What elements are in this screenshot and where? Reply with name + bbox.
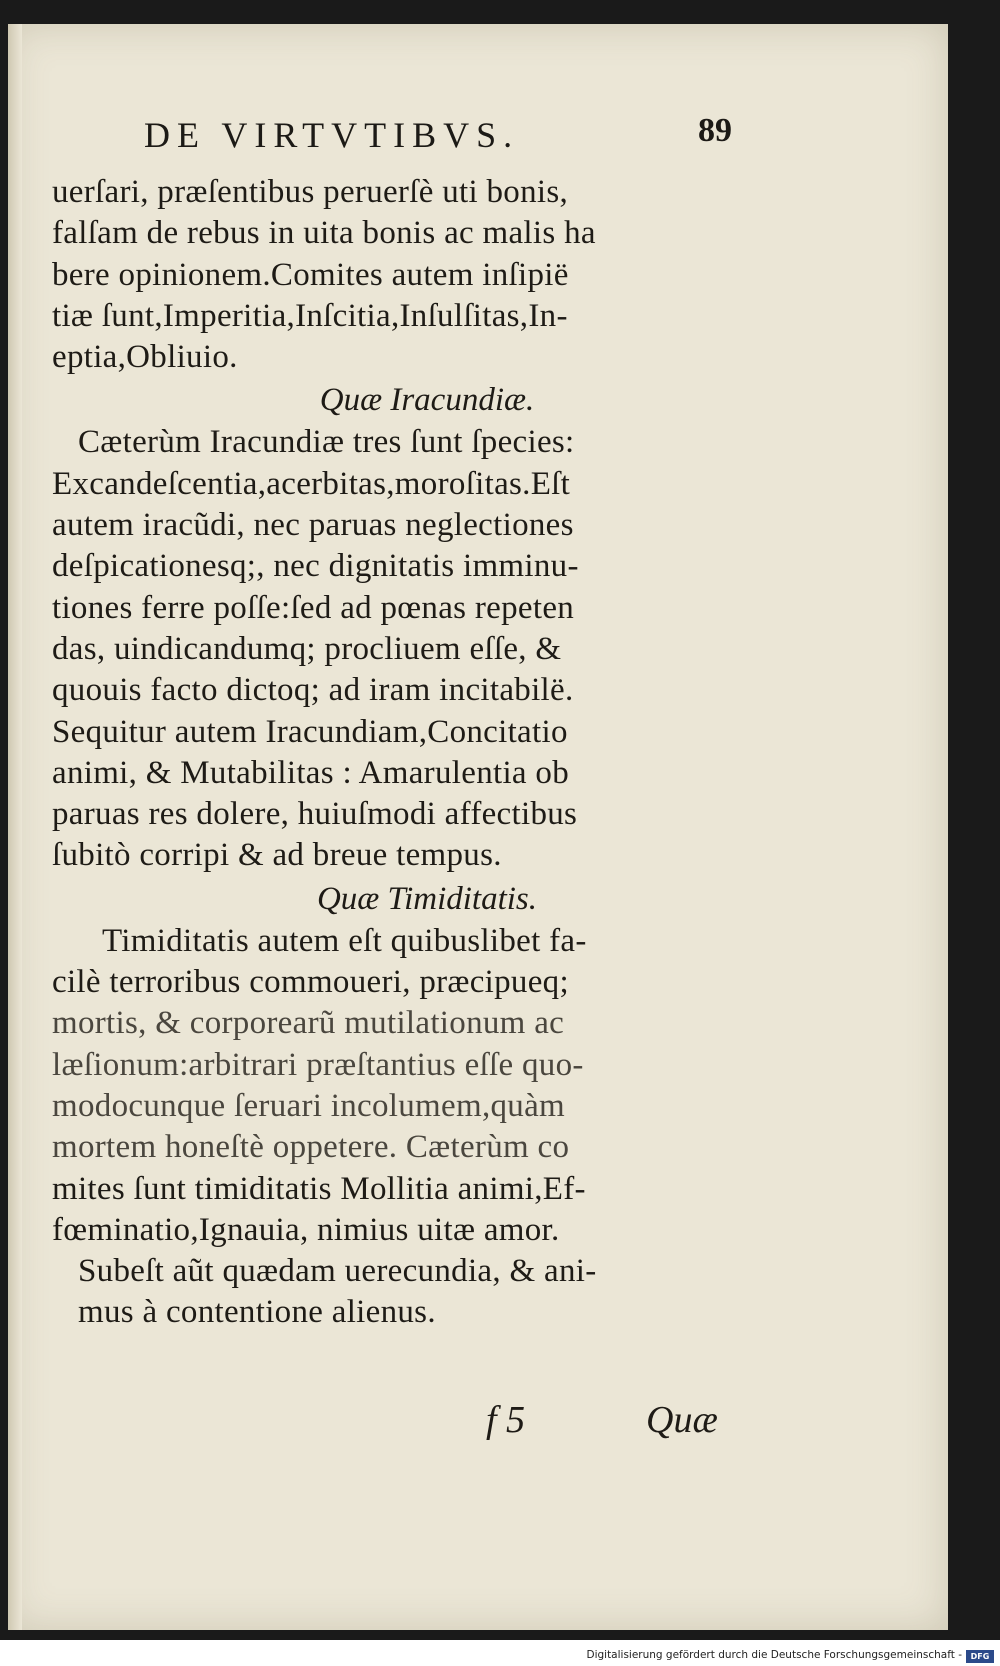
running-head: DE VIRTVTIBVS. (144, 115, 520, 155)
text-line: mortem honeſtè oppetere. Cæterùm co (52, 1129, 570, 1166)
section-heading-timiditatis: Quæ Timiditatis. (316, 880, 538, 917)
signature-mark: f 5 (486, 1399, 526, 1441)
text-line: Sequitur autem Iracundiam,Concitatio (52, 713, 568, 750)
text-line: mites ſunt timiditatis Mollitia animi,Ef- (52, 1170, 586, 1207)
text-line: ſubitò corripi & ad breue tempus. (52, 837, 502, 874)
text-line: das, uindicandumq; procliuem eſſe, & (52, 630, 562, 667)
digitization-footer (0, 1648, 1000, 1666)
text-line: mus à contentione alienus. (78, 1294, 436, 1331)
text-line: modocunque ſeruari incolumem,quàm (52, 1087, 566, 1124)
text-line: Cæterùm Iracundiæ tres ſunt ſpecies: (78, 424, 575, 461)
text-line: uerſari, præſentibus peruerſè uti bonis, (52, 174, 569, 210)
footer-credit: Digitalisierung gefördert durch die Deutsche Forschungsgemeinschaft - (586, 1649, 962, 1661)
text-line: cilè terroribus commoueri, præcipueq; (52, 964, 569, 1001)
text-line: fœminatio,Ignauia, nimius uitæ amor. (52, 1211, 560, 1248)
text-line: deſpicationesq;, nec dignitatis imminu- (52, 548, 579, 585)
section-heading-iracundiae: Quæ Iracundiæ. (319, 382, 535, 419)
text-line: mortis, & corporearũ mutilationum ac (52, 1005, 565, 1042)
text-line: animi, & Mutabilitas : Amarulentia ob (52, 754, 570, 791)
text-line: quouis facto dictoq; ad iram incitabilë. (52, 672, 574, 709)
text-line: tiones ferre poſſe:ſed ad pœnas repeten (52, 589, 575, 626)
text-line: autem iracũdi, nec paruas neglectiones (52, 507, 574, 544)
page-number: 89 (698, 112, 732, 149)
text-line: læſionum:arbitrari præſtantius eſſe quo- (52, 1046, 584, 1083)
text-line: paruas res dolere, huiuſmodi affectibus (52, 796, 578, 833)
text-line: bere opinionem.Comites autem inſipië (52, 256, 569, 293)
text-line: tiæ ſunt,Imperitia,Inſcitia,Inſulſitas,In- (52, 297, 568, 334)
page-header (132, 108, 732, 158)
text-line: Subeſt aũt quædam uerecundia, & ani- (78, 1253, 597, 1290)
page-gutter (8, 24, 22, 1630)
text-block (52, 172, 752, 1334)
dfg-logo-icon: DFG (966, 1650, 994, 1663)
text-line: falſam de rebus in uita bonis ac malis ha (52, 215, 596, 252)
catchword: Quæ (646, 1399, 718, 1441)
text-line: Excandeſcentia,acerbitas,moroſitas.Eſt (52, 465, 571, 502)
text-line: Timiditatis autem eſt quibuslibet fa- (102, 922, 587, 959)
text-line: eptia,Obliuio. (52, 339, 238, 376)
